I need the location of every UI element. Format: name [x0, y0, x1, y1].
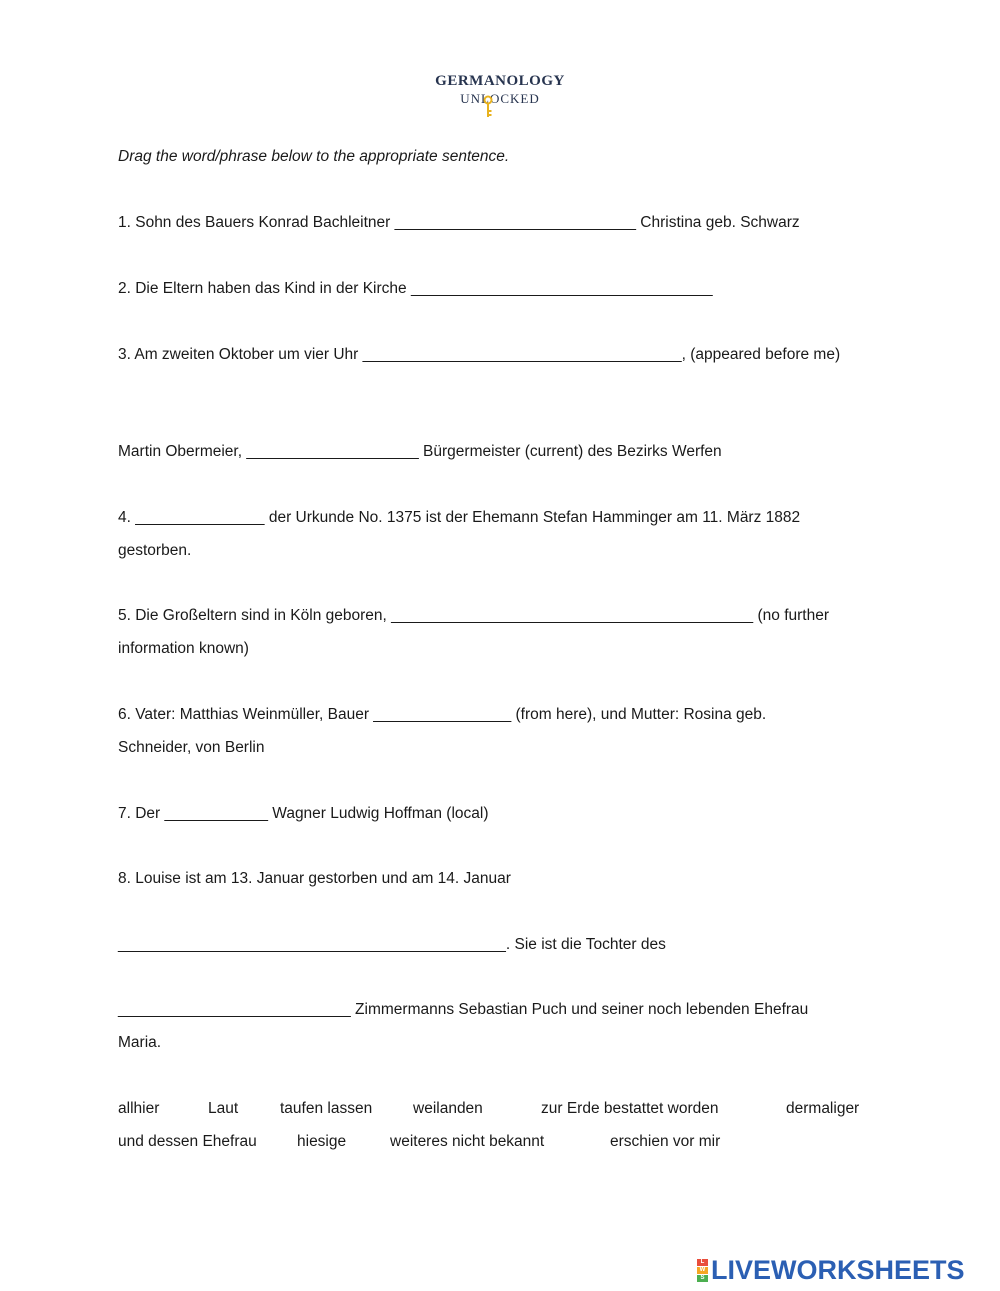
brand-block-3: S — [697, 1275, 708, 1282]
word-bank-item[interactable]: Laut — [208, 1100, 239, 1117]
word-bank-item[interactable]: weilanden — [413, 1100, 483, 1117]
word-bank-item[interactable]: und dessen Ehefrau — [118, 1133, 257, 1150]
word-bank-item[interactable]: zur Erde bestattet worden — [541, 1100, 719, 1117]
sentence-4-line-2: gestorben. — [118, 542, 192, 559]
brand-block-2: W — [697, 1267, 708, 1274]
sentence-3-continued: Martin Obermeier, ____________________ Bürgermeister (current) des Bezirks Werfen — [118, 443, 722, 460]
sentence-1: 1. Sohn des Bauers Konrad Bachleitner ____________________________ Christina geb. Schwarz — [118, 214, 800, 231]
logo-subtitle — [460, 93, 540, 105]
key-icon — [482, 95, 494, 119]
sentence-3: 3. Am zweiten Oktober um vier Uhr _____________________________________, (appeared before me) — [118, 346, 841, 363]
liveworksheets-blocks-icon — [697, 1259, 708, 1282]
word-bank-item[interactable]: hiesige — [297, 1133, 347, 1150]
instruction-text: Drag the word/phrase below to the appropriate sentence. — [118, 148, 510, 165]
sentence-5-line-1: 5. Die Großeltern sind in Köln geboren, __________________________________________ (no further — [118, 607, 829, 624]
sentence-8-line-4: Maria. — [118, 1034, 162, 1051]
germanology-logo — [0, 72, 1000, 108]
logo-subtitle-text: UNLOCKED — [460, 91, 540, 106]
liveworksheets-wordmark: LIVEWORKSHEETS — [711, 1254, 965, 1285]
word-bank-item[interactable]: taufen lassen — [280, 1100, 373, 1117]
sentence-6-line-2: Schneider, von Berlin — [118, 739, 265, 756]
sentence-5-line-2: information known) — [118, 640, 249, 657]
sentence-6-line-1: 6. Vater: Matthias Weinmüller, Bauer ________________ (from here), und Mutter: Rosina geb. — [118, 706, 767, 723]
word-bank-item[interactable]: allhier — [118, 1100, 160, 1117]
logo-title: GERMANOLOGY — [435, 73, 565, 89]
brand-block-1: L — [697, 1259, 708, 1266]
liveworksheets-logo — [697, 1256, 965, 1284]
sentence-8-line-3: ___________________________ Zimmermanns Sebastian Puch und seiner noch lebenden Ehefrau — [118, 1001, 809, 1018]
sentence-2: 2. Die Eltern haben das Kind in der Kirche ___________________________________ — [118, 280, 713, 297]
word-bank-item[interactable]: weiteres nicht bekannt — [390, 1133, 545, 1150]
sentence-8-line-1: 8. Louise ist am 13. Januar gestorben und am 14. Januar — [118, 870, 511, 887]
word-bank-item[interactable]: dermaliger — [786, 1100, 860, 1117]
word-bank-item[interactable]: erschien vor mir — [610, 1133, 721, 1150]
sentence-8-line-2: _____________________________________________. Sie ist die Tochter des — [118, 936, 666, 953]
sentence-7: 7. Der ____________ Wagner Ludwig Hoffman (local) — [118, 805, 489, 822]
sentence-4-line-1: 4. _______________ der Urkunde No. 1375 ist der Ehemann Stefan Hamminger am 11. März 1882 — [118, 509, 801, 526]
